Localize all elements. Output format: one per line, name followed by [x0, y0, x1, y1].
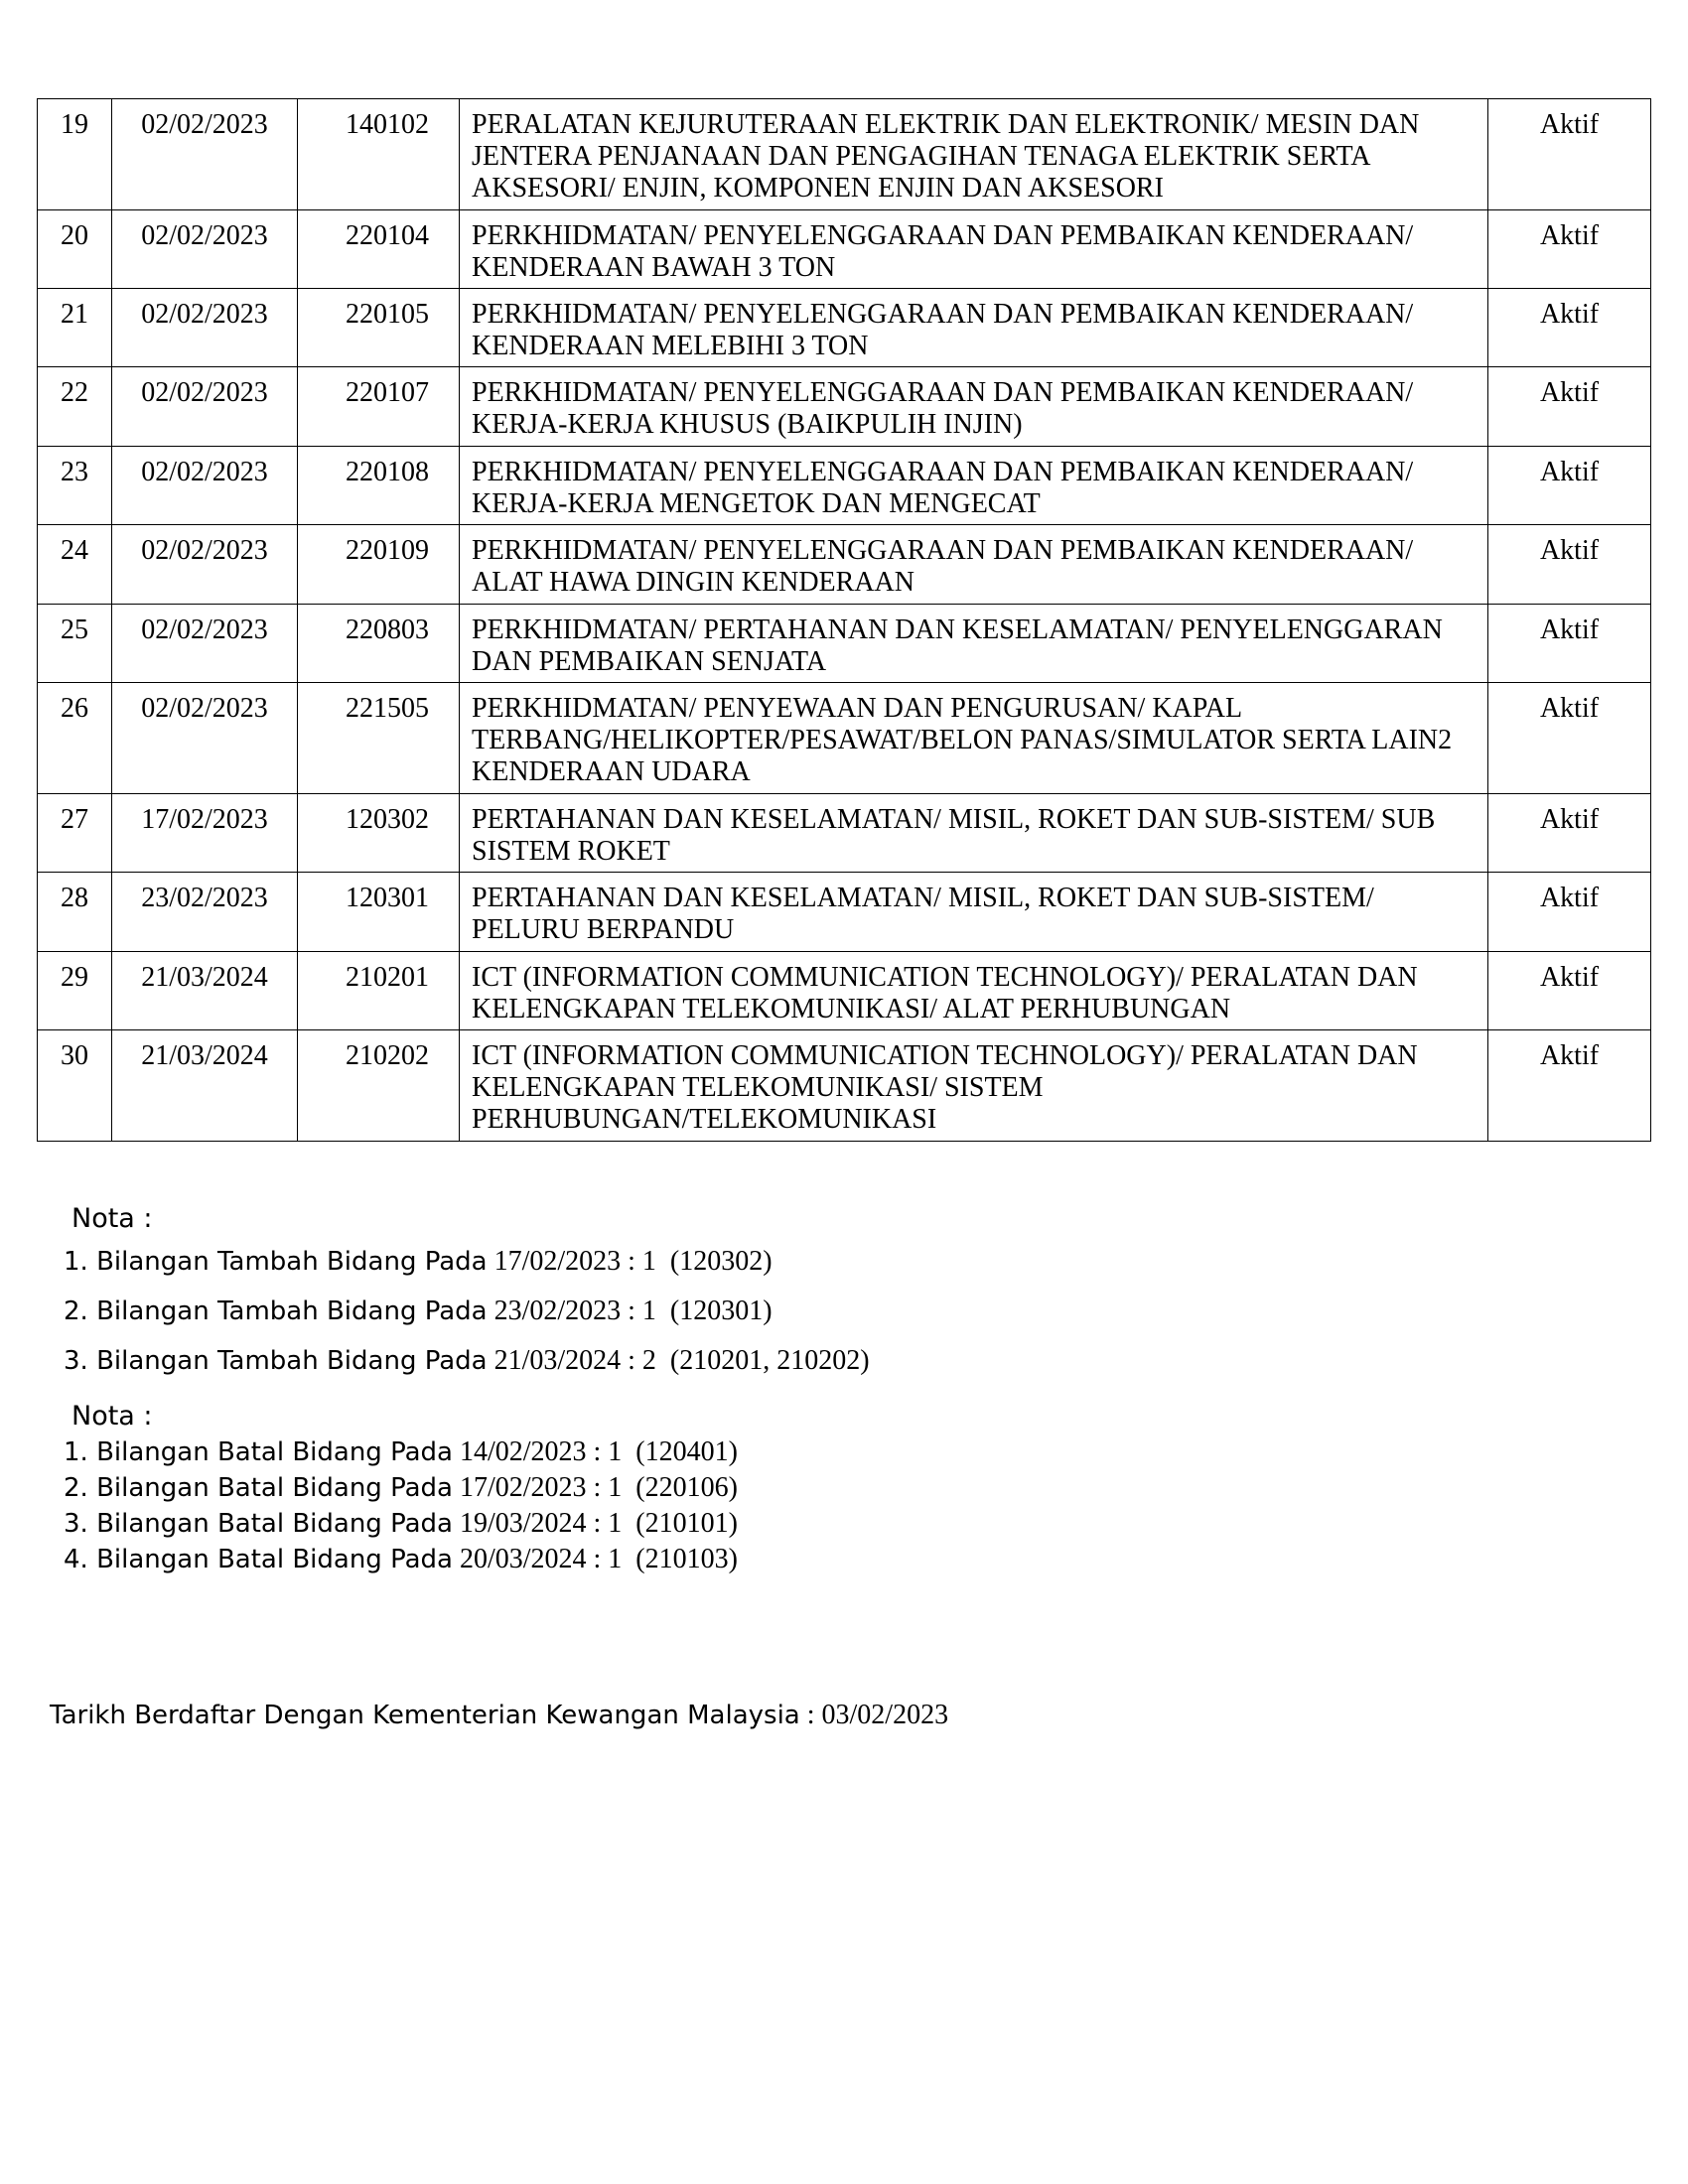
- row-date-cell: 17/02/2023: [112, 794, 298, 873]
- table-row: [38, 525, 1651, 605]
- row-status-cell: Aktif: [1488, 525, 1651, 605]
- note-label: 1. Bilangan Batal Bidang Pada: [64, 1437, 453, 1467]
- registration-table-body: [38, 99, 1651, 1142]
- row-code-cell: 120301: [298, 873, 460, 952]
- notes-cancelled-title: Nota :: [71, 1401, 153, 1432]
- note-value: 21/03/2024 : 2 (210201, 210202): [493, 1345, 870, 1376]
- note-label: 3. Bilangan Batal Bidang Pada: [64, 1509, 453, 1539]
- row-date-cell: 02/02/2023: [112, 99, 298, 210]
- row-description-cell: ICT (INFORMATION COMMUNICATION TECHNOLOGY)/ PERALATAN DAN KELENGKAPAN TELEKOMUNIKASI/ SISTEM PERHUBUNGAN/TELEKOMUNIKASI: [460, 1030, 1488, 1142]
- row-number-cell: 25: [38, 605, 112, 683]
- row-code-cell: 220109: [298, 525, 460, 605]
- row-date-cell: 02/02/2023: [112, 605, 298, 683]
- row-number-cell: 20: [38, 210, 112, 289]
- row-date-cell: 21/03/2024: [112, 1030, 298, 1142]
- row-description-cell: ICT (INFORMATION COMMUNICATION TECHNOLOGY)/ PERALATAN DAN KELENGKAPAN TELEKOMUNIKASI/ ALAT PERHUBUNGAN: [460, 952, 1488, 1030]
- row-code-cell: 221505: [298, 683, 460, 794]
- row-code-cell: 210202: [298, 1030, 460, 1142]
- row-date-cell: 02/02/2023: [112, 289, 298, 367]
- row-description-cell: PERKHIDMATAN/ PENYELENGGARAAN DAN PEMBAIKAN KENDERAAN/ ALAT HAWA DINGIN KENDERAAN: [460, 525, 1488, 605]
- table-row: [38, 447, 1651, 525]
- row-date-cell: 02/02/2023: [112, 525, 298, 605]
- row-code-cell: 210201: [298, 952, 460, 1030]
- note-value: 14/02/2023 : 1 (120401): [459, 1436, 738, 1467]
- footer-label: Tarikh Berdaftar Dengan Kementerian Kewangan Malaysia: [50, 1701, 800, 1730]
- row-code-cell: 220803: [298, 605, 460, 683]
- note-value: 19/03/2024 : 1 (210101): [459, 1508, 738, 1539]
- note-cancelled-item: [64, 1542, 738, 1577]
- registration-table: [37, 98, 1651, 1142]
- note-added-item: [64, 1287, 870, 1336]
- table-row: [38, 794, 1651, 873]
- row-number-cell: 22: [38, 367, 112, 447]
- registration-date-footer: [50, 1700, 948, 1731]
- note-label: 1. Bilangan Tambah Bidang Pada: [64, 1247, 488, 1277]
- row-date-cell: 02/02/2023: [112, 447, 298, 525]
- row-status-cell: Aktif: [1488, 952, 1651, 1030]
- note-value: 23/02/2023 : 1 (120301): [493, 1296, 773, 1326]
- note-label: 2. Bilangan Tambah Bidang Pada: [64, 1297, 488, 1326]
- note-added-item: [64, 1237, 870, 1287]
- row-date-cell: 02/02/2023: [112, 683, 298, 794]
- row-code-cell: 220104: [298, 210, 460, 289]
- row-date-cell: 02/02/2023: [112, 210, 298, 289]
- table-row: [38, 289, 1651, 367]
- table-row: [38, 99, 1651, 210]
- row-status-cell: Aktif: [1488, 210, 1651, 289]
- row-status-cell: Aktif: [1488, 873, 1651, 952]
- row-status-cell: Aktif: [1488, 99, 1651, 210]
- note-cancelled-item: [64, 1434, 738, 1470]
- row-code-cell: 220107: [298, 367, 460, 447]
- row-number-cell: 24: [38, 525, 112, 605]
- row-number-cell: 28: [38, 873, 112, 952]
- row-number-cell: 21: [38, 289, 112, 367]
- row-code-cell: 140102: [298, 99, 460, 210]
- notes-added-section: [64, 1201, 870, 1386]
- row-date-cell: 02/02/2023: [112, 367, 298, 447]
- table-row: [38, 1030, 1651, 1142]
- row-description-cell: PERKHIDMATAN/ PERTAHANAN DAN KESELAMATAN/ PENYELENGGARAN DAN PEMBAIKAN SENJATA: [460, 605, 1488, 683]
- row-number-cell: 27: [38, 794, 112, 873]
- note-value: 17/02/2023 : 1 (120302): [493, 1246, 773, 1277]
- row-status-cell: Aktif: [1488, 289, 1651, 367]
- row-code-cell: 220108: [298, 447, 460, 525]
- row-number-cell: 19: [38, 99, 112, 210]
- footer-date-value: 03/02/2023: [821, 1700, 949, 1730]
- note-label: 4. Bilangan Batal Bidang Pada: [64, 1545, 453, 1574]
- row-description-cell: PERKHIDMATAN/ PENYELENGGARAAN DAN PEMBAIKAN KENDERAAN/ KENDERAAN MELEBIHI 3 TON: [460, 289, 1488, 367]
- note-added-item: [64, 1336, 870, 1386]
- table-row: [38, 683, 1651, 794]
- row-code-cell: 220105: [298, 289, 460, 367]
- row-status-cell: Aktif: [1488, 794, 1651, 873]
- row-date-cell: 21/03/2024: [112, 952, 298, 1030]
- row-description-cell: PERALATAN KEJURUTERAAN ELEKTRIK DAN ELEKTRONIK/ MESIN DAN JENTERA PENJANAAN DAN PENGAGIHAN TENAGA ELEKTRIK SERTA AKSESORI/ ENJIN, KOMPONEN ENJIN DAN AKSESORI: [460, 99, 1488, 210]
- row-status-cell: Aktif: [1488, 447, 1651, 525]
- row-status-cell: Aktif: [1488, 683, 1651, 794]
- row-description-cell: PERKHIDMATAN/ PENYEWAAN DAN PENGURUSAN/ KAPAL TERBANG/HELIKOPTER/PESAWAT/BELON PANAS/SIMULATOR SERTA LAIN2 KENDERAAN UDARA: [460, 683, 1488, 794]
- note-value: 20/03/2024 : 1 (210103): [459, 1544, 738, 1574]
- notes-added-title: Nota :: [71, 1203, 153, 1234]
- note-label: 2. Bilangan Batal Bidang Pada: [64, 1473, 453, 1503]
- row-code-cell: 120302: [298, 794, 460, 873]
- row-description-cell: PERTAHANAN DAN KESELAMATAN/ MISIL, ROKET DAN SUB-SISTEM/ SUB SISTEM ROKET: [460, 794, 1488, 873]
- row-description-cell: PERTAHANAN DAN KESELAMATAN/ MISIL, ROKET DAN SUB-SISTEM/ PELURU BERPANDU: [460, 873, 1488, 952]
- row-number-cell: 30: [38, 1030, 112, 1142]
- row-description-cell: PERKHIDMATAN/ PENYELENGGARAAN DAN PEMBAIKAN KENDERAAN/ KENDERAAN BAWAH 3 TON: [460, 210, 1488, 289]
- row-status-cell: Aktif: [1488, 605, 1651, 683]
- table-row: [38, 605, 1651, 683]
- row-status-cell: Aktif: [1488, 1030, 1651, 1142]
- row-number-cell: 29: [38, 952, 112, 1030]
- table-row: [38, 210, 1651, 289]
- row-date-cell: 23/02/2023: [112, 873, 298, 952]
- row-description-cell: PERKHIDMATAN/ PENYELENGGARAAN DAN PEMBAIKAN KENDERAAN/ KERJA-KERJA KHUSUS (BAIKPULIH INJIN): [460, 367, 1488, 447]
- row-number-cell: 26: [38, 683, 112, 794]
- table-row: [38, 873, 1651, 952]
- notes-cancelled-section: [64, 1399, 738, 1577]
- note-cancelled-item: [64, 1470, 738, 1506]
- table-row: [38, 952, 1651, 1030]
- note-cancelled-item: [64, 1506, 738, 1542]
- table-row: [38, 367, 1651, 447]
- row-description-cell: PERKHIDMATAN/ PENYELENGGARAAN DAN PEMBAIKAN KENDERAAN/ KERJA-KERJA MENGETOK DAN MENGECAT: [460, 447, 1488, 525]
- note-value: 17/02/2023 : 1 (220106): [459, 1472, 738, 1503]
- footer-separator: :: [799, 1700, 822, 1730]
- row-status-cell: Aktif: [1488, 367, 1651, 447]
- row-number-cell: 23: [38, 447, 112, 525]
- note-label: 3. Bilangan Tambah Bidang Pada: [64, 1346, 488, 1376]
